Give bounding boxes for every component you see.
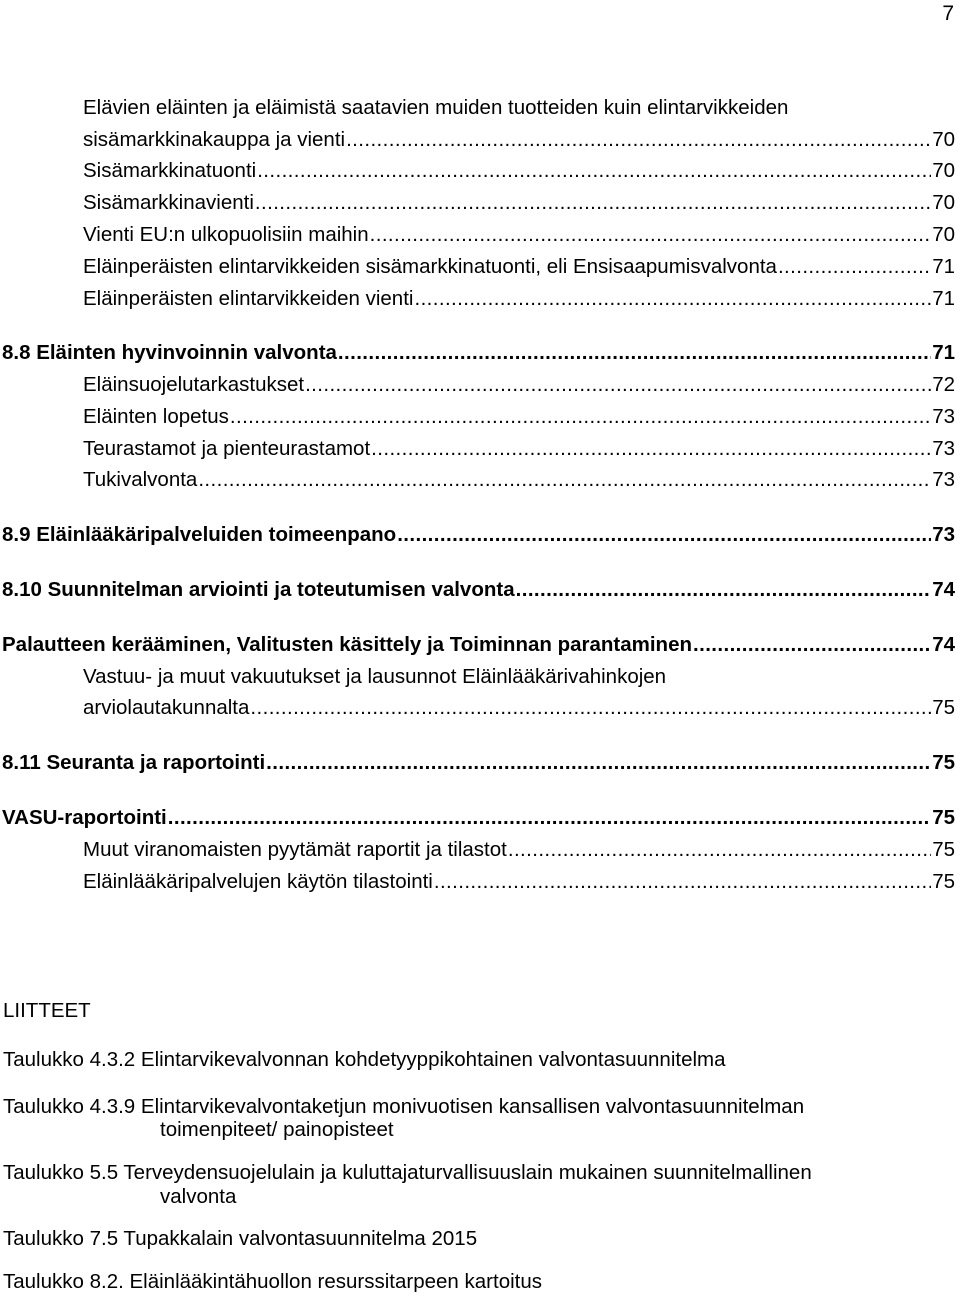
toc-entry-text: Vienti EU:n ulkopuolisiin maihin: [83, 223, 369, 246]
attachment-item: Taulukko 8.2. Eläinlääkintähuollon resurssitarpeen kartoitus: [3, 1270, 543, 1293]
attachment-item: Taulukko 5.5 Terveydensuojelulain ja kuluttajaturvallisuuslain mukainen suunnitelmallinen: [3, 1161, 812, 1184]
attachment-item: Taulukko 7.5 Tupakkalain valvontasuunnitelma 2015: [3, 1227, 478, 1250]
toc-section-entry[interactable]: [0, 522, 955, 548]
toc-entry[interactable]: [0, 467, 955, 493]
toc-leader: [305, 372, 931, 398]
toc-entry-page: 72: [932, 373, 955, 396]
toc-section-text: Palautteen kerääminen, Valitusten käsittely ja Toiminnan parantaminen: [2, 633, 693, 656]
attachment-item-line2: toimenpiteet/ painopisteet: [160, 1118, 394, 1141]
toc-entry-page: 70: [932, 191, 955, 214]
toc-section-text: 8.8 Eläinten hyvinvoinnin valvonta: [2, 341, 337, 364]
toc-entry-text: Sisämarkkinatuonti: [83, 159, 257, 182]
toc-section-text: 8.10 Suunnitelman arviointi ja toteutumisen valvonta: [2, 578, 515, 601]
toc-leader: [778, 254, 931, 280]
toc-leader: [230, 404, 931, 430]
toc-section-text: 8.11 Seuranta ja raportointi: [2, 751, 266, 774]
attachment-item-line2: valvonta: [160, 1185, 237, 1208]
toc-entry-page: 70: [932, 223, 955, 246]
toc-leader: [397, 522, 931, 548]
toc-entry[interactable]: [0, 837, 955, 863]
attachments-heading: LIITTEET: [3, 999, 91, 1022]
toc-leader: [338, 340, 931, 366]
toc-entry-text: Sisämarkkinavienti: [83, 191, 254, 214]
toc-entry-page: 71: [932, 255, 955, 278]
toc-leader: [693, 632, 931, 658]
toc-leader: [257, 158, 931, 184]
toc-entry-text: Eläinlääkäripalvelujen käytön tilastointi: [83, 870, 433, 893]
toc-entry-page: 70: [932, 159, 955, 182]
toc-entry-text: Eläinperäisten elintarvikkeiden sisämarkkinatuonti, eli Ensisaapumisvalvonta: [83, 255, 777, 278]
page-number: 7: [942, 2, 954, 25]
toc-section-entry[interactable]: [0, 577, 955, 603]
attachment-item: Taulukko 4.3.2 Elintarvikevalvonnan kohdetyyppikohtainen valvontasuunnitelma: [3, 1048, 726, 1071]
toc-leader: [266, 750, 931, 776]
toc-section-page: 75: [932, 751, 955, 774]
toc-section-entry[interactable]: [0, 632, 955, 658]
toc-leader: [168, 805, 931, 831]
toc-section-entry[interactable]: [0, 805, 955, 831]
toc-entry[interactable]: [0, 254, 955, 280]
toc-section-page: 73: [932, 523, 955, 546]
toc-entry-text: Tukivalvonta: [83, 468, 198, 491]
toc-entry-page: 73: [932, 405, 955, 428]
toc-entry-text-line1: Vastuu- ja muut vakuutukset ja lausunnot Eläinlääkärivahinkojen: [83, 665, 667, 688]
toc-entry[interactable]: [0, 695, 955, 721]
toc-entry[interactable]: [0, 372, 955, 398]
toc-section-text: VASU-raportointi: [2, 806, 167, 829]
toc-leader: [255, 190, 931, 216]
toc-leader: [516, 577, 932, 603]
toc-section-page: 74: [932, 578, 955, 601]
toc-entry-page: 70: [932, 128, 955, 151]
toc-leader: [434, 869, 931, 895]
toc-entry-page: 73: [932, 437, 955, 460]
toc-entry-text: Muut viranomaisten pyytämät raportit ja tilastot: [83, 838, 507, 861]
toc-leader: [198, 467, 931, 493]
toc-entry-page: 71: [932, 287, 955, 310]
toc-section-entry[interactable]: [0, 750, 955, 776]
toc-leader: [250, 695, 931, 721]
toc-entry-page: 75: [932, 696, 955, 719]
toc-entry[interactable]: [0, 127, 955, 153]
toc-entry-text: Eläinperäisten elintarvikkeiden vienti: [83, 287, 414, 310]
toc-leader: [370, 222, 932, 248]
toc-entry-text-line1: Elävien eläinten ja eläimistä saatavien muiden tuotteiden kuin elintarvikkeiden: [83, 96, 789, 119]
toc-section-page: 75: [932, 806, 955, 829]
toc-leader: [414, 286, 931, 312]
toc-entry[interactable]: [0, 404, 955, 430]
toc-section-page: 71: [932, 341, 955, 364]
toc-leader: [346, 127, 931, 153]
toc-entry[interactable]: [0, 190, 955, 216]
toc-section-text: 8.9 Eläinlääkäripalveluiden toimeenpano: [2, 523, 397, 546]
toc-entry-text: arviolautakunnalta: [83, 696, 250, 719]
toc-entry[interactable]: [0, 158, 955, 184]
toc-entry-text: Eläinten lopetus: [83, 405, 229, 428]
toc-entry[interactable]: [0, 222, 955, 248]
toc-entry-text: sisämarkkinakauppa ja vienti: [83, 128, 346, 151]
toc-entry-page: 75: [932, 838, 955, 861]
toc-leader: [508, 837, 931, 863]
attachment-item: Taulukko 4.3.9 Elintarvikevalvontaketjun monivuotisen kansallisen valvontasuunnitelman: [3, 1095, 805, 1118]
toc-entry-text: Teurastamot ja pienteurastamot: [83, 437, 371, 460]
toc-entry[interactable]: [0, 436, 955, 462]
toc-entry-page: 73: [932, 468, 955, 491]
toc-entry[interactable]: [0, 286, 955, 312]
toc-section-entry[interactable]: [0, 340, 955, 366]
toc-entry-page: 75: [932, 870, 955, 893]
toc-entry-text: Eläinsuojelutarkastukset: [83, 373, 305, 396]
toc-leader: [371, 436, 931, 462]
toc-section-page: 74: [932, 633, 955, 656]
toc-entry[interactable]: [0, 869, 955, 895]
